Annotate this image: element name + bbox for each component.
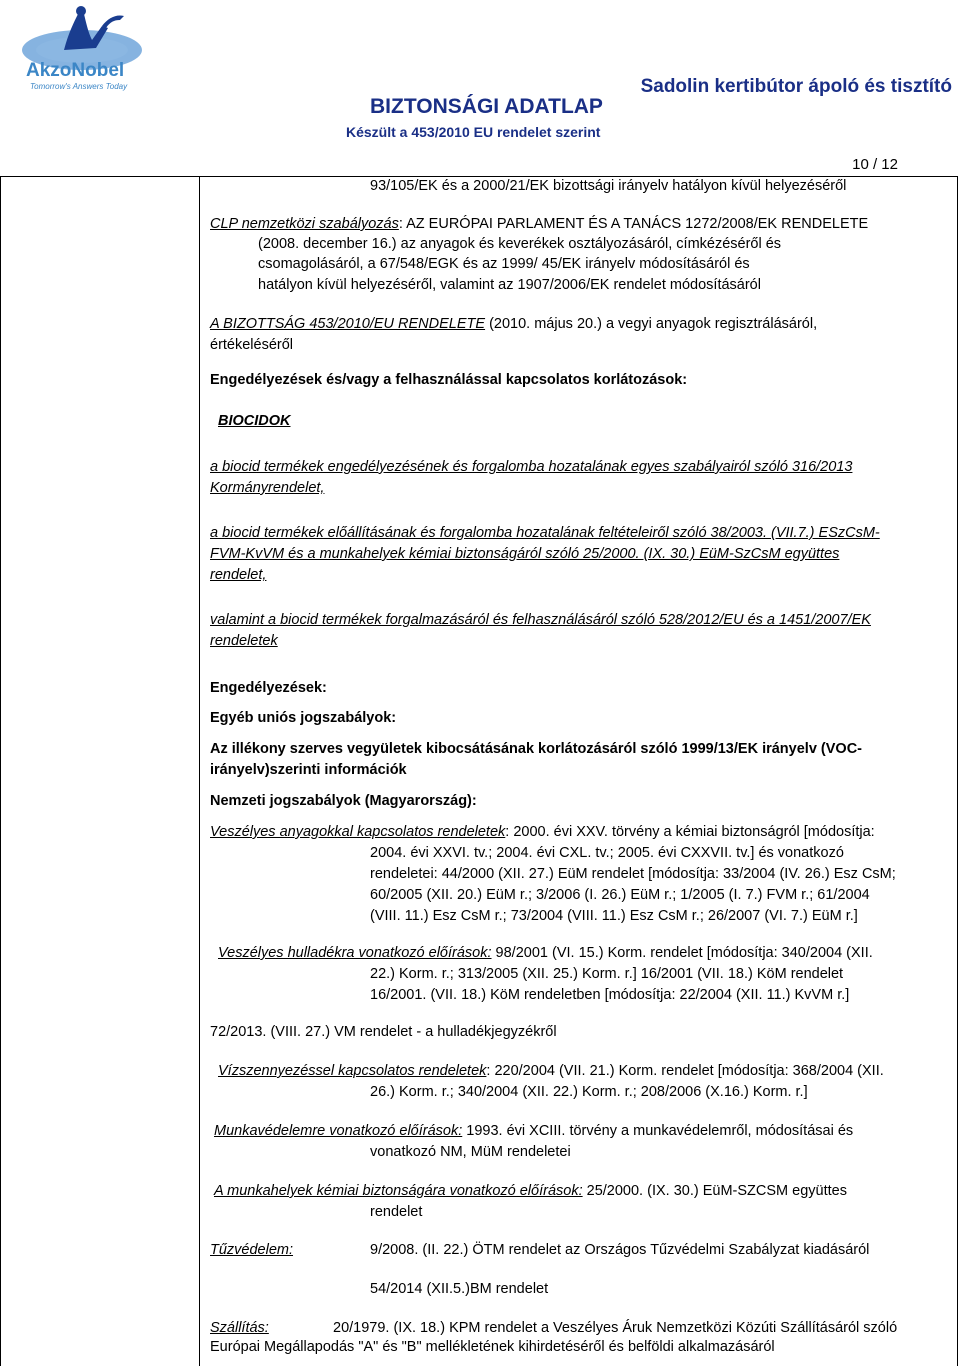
- logo-tagline: Tomorrow's Answers Today: [30, 82, 128, 91]
- viz-line: [218, 1063, 884, 1079]
- page-number: 10 / 12: [852, 156, 898, 173]
- clp-label: CLP nemzetközi szabályozás: [210, 216, 399, 232]
- kemiai-label: A munkahelyek kémiai biztonságára vonatkozó előírások:: [214, 1183, 583, 1199]
- text-line: Kormányrendelet,: [210, 480, 325, 496]
- kemiai-text: 25/2000. (IX. 30.) EüM-SZCSM együttes: [582, 1183, 847, 1199]
- text-line: (2008. december 16.) az anyagok és keverékek osztályozásáról, címkézéséről és: [258, 236, 782, 252]
- text-line: 22.) Korm. r.; 313/2005 (XII. 25.) Korm. r.] 16/2001 (VII. 18.) KöM rendelet: [370, 966, 844, 982]
- frame-divider: [199, 177, 200, 1366]
- szallitas-label: Szállítás:: [210, 1320, 269, 1336]
- hulladek-text: 98/2001 (VI. 15.) Korm. rendelet [módosítja: 340/2004 (XII.: [491, 945, 873, 961]
- tuzvedelem-label: Tűzvédelem:: [210, 1242, 294, 1258]
- bizottsag-text: (2010. május 20.) a vegyi anyagok regisztrálásáról,: [485, 316, 818, 332]
- text-line: 72/2013. (VIII. 27.) VM rendelet - a hulladékjegyzékről: [210, 1024, 557, 1040]
- bizottsag-line: [210, 316, 817, 332]
- veszelyes-line: [210, 824, 875, 840]
- text-line: 26.) Korm. r.; 340/2004 (XII. 22.) Korm. r.; 208/2006 (X.16.) Korm. r.]: [370, 1084, 808, 1100]
- text-line: a biocid termékek előállításának és forgalomba hozatalának feltételeiről szóló 38/2003. (VII.7.) ESzCsM-: [210, 525, 880, 541]
- text-line: 60/2005 (XII. 20.) EüM r.; 3/2006 (I. 26.) EüM r.; 1/2005 (I. 7.) FVM r.; 61/2004: [370, 887, 870, 903]
- text-line: a biocid termékek engedélyezésének és forgalomba hozatalának egyes szabályairól szóló 316/2013: [210, 459, 853, 475]
- section-heading: Engedélyezések:: [210, 680, 327, 696]
- text-line: csomagolásáról, a 67/548/EGK és az 1999/ 45/EK irányelv módosításáról és: [258, 256, 750, 272]
- akzonobel-logo: [12, 4, 148, 96]
- biocidok-heading: BIOCIDOK: [218, 413, 291, 429]
- voc-line: Az illékony szerves vegyületek kibocsátásának korlátozásáról szóló 1999/13/EK irányelv (VOC-: [210, 741, 862, 757]
- text-line: 20/1979. (IX. 18.) KPM rendelet a Veszélyes Áruk Nemzetközi Közúti Szállításáról szóló: [333, 1320, 898, 1336]
- text-line: 9/2008. (II. 22.) ÖTM rendelet az Országos Tűzvédelmi Szabályzat kiadásáról: [370, 1242, 870, 1258]
- text-line: vonatkozó NM, MüM rendeletei: [370, 1144, 571, 1160]
- text-line: rendeletek: [210, 633, 278, 649]
- document-title: BIZTONSÁGI ADATLAP: [370, 95, 603, 118]
- text-line: (VIII. 11.) Esz CsM r.; 73/2004 (VIII. 11.) Esz CsM r.; 26/2007 (VI. 7.) EüM r.]: [370, 908, 858, 924]
- section-heading: Engedélyezések és/vagy a felhasználással kapcsolatos korlátozások:: [210, 372, 688, 388]
- hulladek-line: [218, 945, 873, 961]
- text-line: 54/2014 (XII.5.)BM rendelet: [370, 1281, 549, 1297]
- munkavedelem-line: [214, 1123, 853, 1139]
- section-heading: Nemzeti jogszabályok (Magyarország):: [210, 793, 477, 809]
- viz-text: : 220/2004 (VII. 21.) Korm. rendelet [módosítja: 368/2004 (XII.: [486, 1063, 884, 1079]
- text-line: rendelet: [370, 1204, 423, 1220]
- text-line: 2004. évi XXVI. tv.; 2004. évi CXL. tv.; 2005. évi CXXVII. tv.] és vonatkozó: [370, 845, 844, 861]
- text-line: hatályon kívül helyezéséről, valamint az 1907/2006/EK rendelet módosításáról: [258, 277, 761, 293]
- veszelyes-text: : 2000. évi XXV. törvény a kémiai biztonságról [módosítja:: [505, 824, 875, 840]
- text-line: rendelet,: [210, 567, 267, 583]
- veszelyes-label: Veszélyes anyagokkal kapcsolatos rendeletek: [210, 824, 506, 840]
- text-line: 16/2001. (VII. 18.) KöM rendeletben [módosítja: 22/2004 (XII. 11.) KvVM r.]: [370, 987, 850, 1003]
- section-heading: Egyéb uniós jogszabályok:: [210, 710, 397, 726]
- clp-line: [210, 216, 868, 232]
- hulladek-label: Veszélyes hulladékra vonatkozó előírások:: [218, 945, 492, 961]
- document-subtitle: Készült a 453/2010 EU rendelet szerint: [346, 124, 601, 140]
- munkavedelem-text: 1993. évi XCIII. törvény a munkavédelemről, módosításai és: [462, 1123, 854, 1139]
- bizottsag-label: A BIZOTTSÁG 453/2010/EU RENDELETE: [210, 316, 486, 332]
- text-line: Európai Megállapodás "A" és "B" mellékletének kihirdetéséről és belföldi alkalmazásáról: [210, 1339, 775, 1355]
- product-name: Sadolin kertibútor ápoló és tisztító: [640, 76, 952, 97]
- logo-wordmark: AkzoNobel: [26, 60, 125, 81]
- text-line: 93/105/EK és a 2000/21/EK bizottsági irányelv hatályon kívül helyezéséről: [370, 178, 847, 194]
- text-line: rendeletei: 44/2000 (XII. 27.) EüM rendelet [módosítja: 33/2004 (IV. 26.) Esz CsM;: [370, 866, 896, 882]
- kemiai-line: [214, 1183, 847, 1199]
- munkavedelem-label: Munkavédelemre vonatkozó előírások:: [214, 1123, 463, 1139]
- text-line: FVM-KvVM és a munkahelyek kémiai biztonságáról szóló 25/2000. (IX. 30.) EüM-SzCsM együttes: [210, 546, 840, 562]
- clp-text: : AZ EURÓPAI PARLAMENT ÉS A TANÁCS 1272/2008/EK RENDELETE: [398, 216, 869, 232]
- text-line: értékeléséről: [210, 337, 294, 353]
- viz-label: Vízszennyezéssel kapcsolatos rendeletek: [218, 1063, 487, 1079]
- voc-line: irányelv)szerinti információk: [210, 762, 407, 778]
- text-line: valamint a biocid termékek forgalmazásáról és felhasználásáról szóló 528/2012/EU és a 1451/2007/EK: [210, 612, 871, 628]
